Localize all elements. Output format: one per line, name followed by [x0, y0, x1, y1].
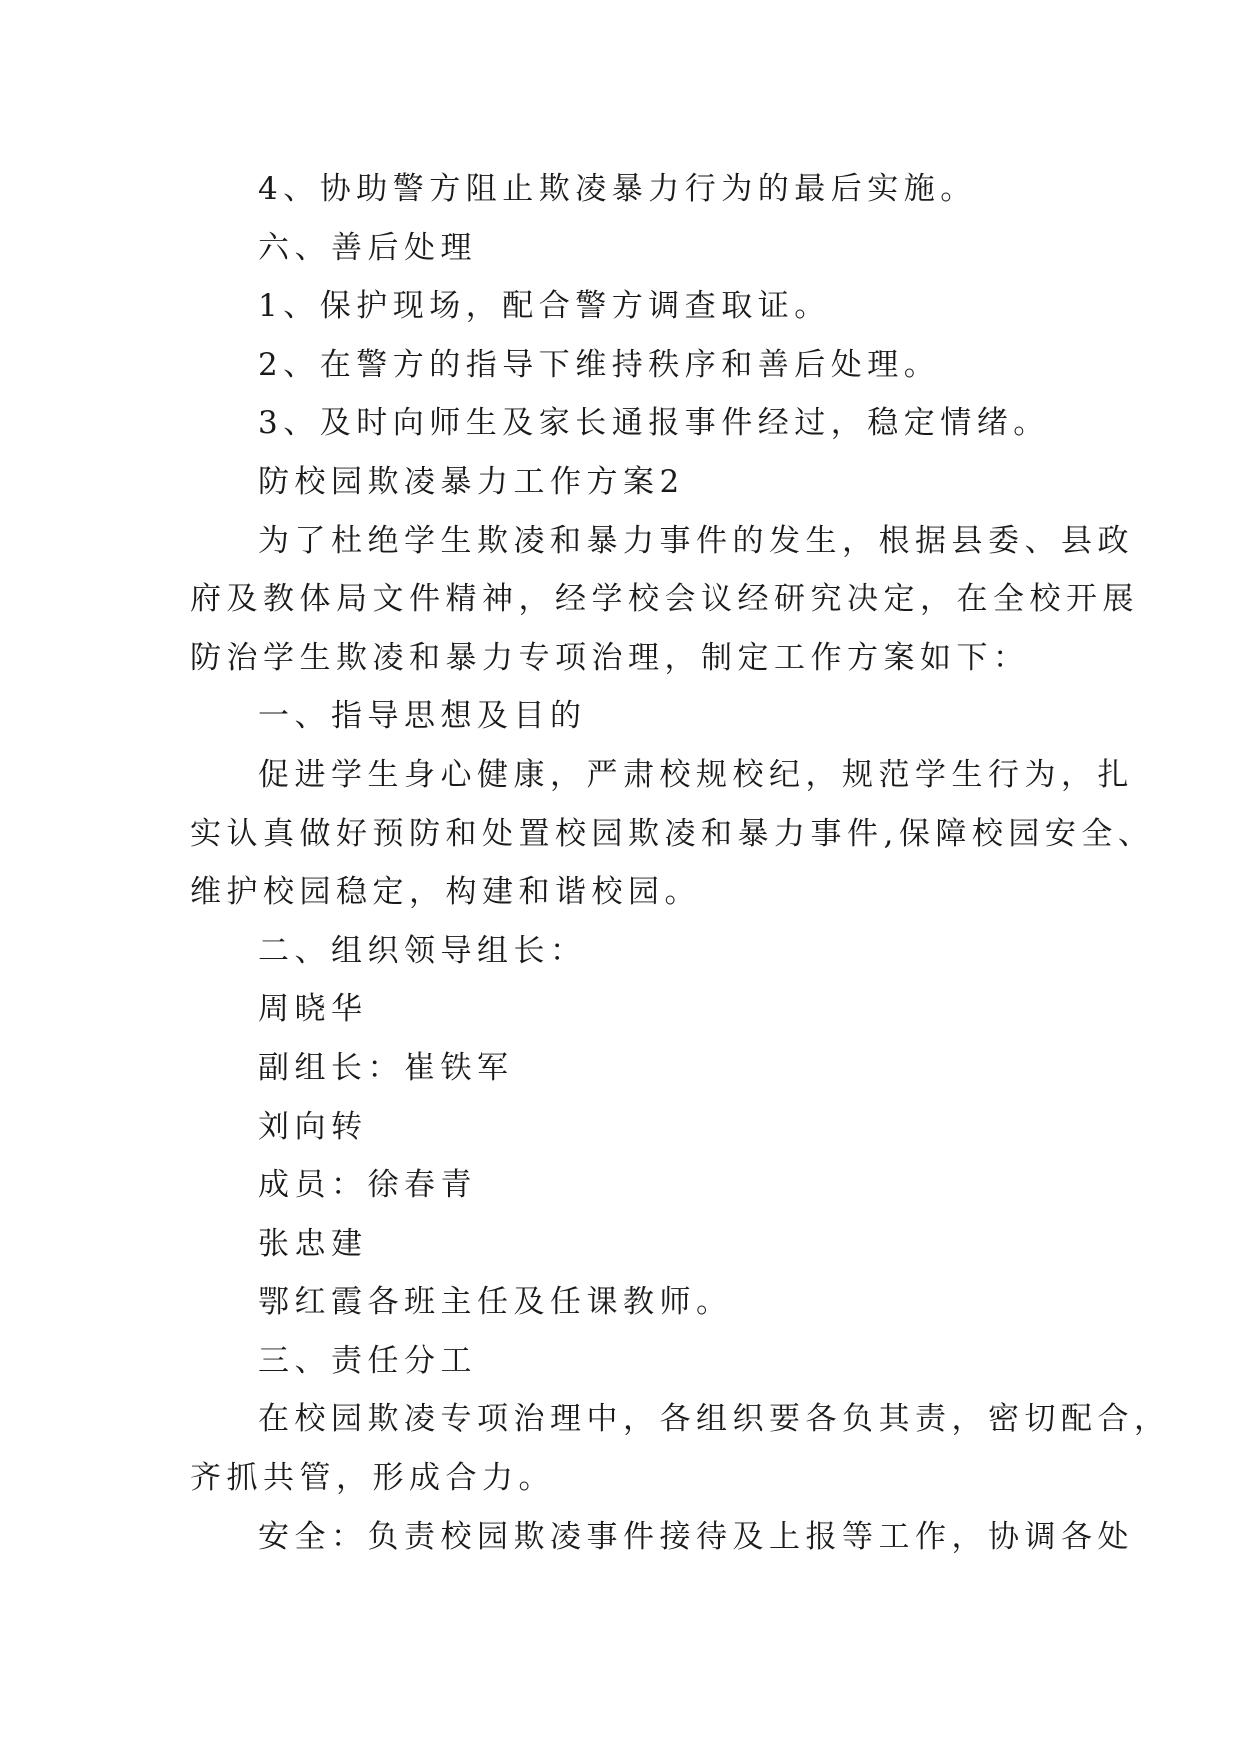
paragraph-line: 齐抓共管，形成合力。 [190, 1460, 555, 1497]
section-heading: 一、指导思想及目的 [258, 698, 587, 735]
paragraph-line: 4、协助警方阻止欺凌暴力行为的最后实施。 [258, 171, 977, 207]
paragraph-line: 维护校园稳定，构建和谐校园。 [190, 874, 701, 911]
paragraph-line: 1、保护现场，配合警方调查取证。 [258, 288, 831, 325]
member-name: 副组长：崔铁军 [258, 1049, 514, 1086]
paragraph-line: 3、及时向师生及家长通报事件经过，稳定情绪。 [258, 405, 1050, 442]
paragraph-line: 2、在警方的指导下维持秩序和善后处理。 [258, 346, 941, 383]
paragraph-line: 防治学生欺凌和暴力专项治理，制定工作方案如下： [190, 639, 1030, 676]
member-name: 成员：徐春青 [258, 1167, 477, 1204]
paragraph-line: 在校园欺凌专项治理中，各组织要各负其责，密切配合， [258, 1401, 1171, 1438]
member-name: 周晓华 [258, 991, 368, 1028]
member-name: 张忠建 [258, 1225, 368, 1262]
paragraph-line: 府及教体局文件精神，经学校会议经研究决定，在全校开展 [190, 581, 1139, 618]
section-heading: 三、责任分工 [258, 1342, 477, 1379]
paragraph-line: 为了杜绝学生欺凌和暴力事件的发生，根据县委、县政 [258, 522, 1134, 559]
member-name: 刘向转 [258, 1108, 368, 1145]
document-body [190, 160, 1171, 1566]
member-name: 鄂红霞各班主任及任课教师。 [258, 1284, 733, 1321]
section-heading: 六、善后处理 [258, 229, 477, 266]
section-heading: 二、组织领导组长： [258, 932, 587, 969]
paragraph-line: 促进学生身心健康，严肃校规校纪，规范学生行为，扎 [258, 756, 1134, 793]
document-title: 防校园欺凌暴力工作方案2 [258, 463, 685, 500]
paragraph-line: 安全：负责校园欺凌事件接待及上报等工作，协调各处 [258, 1518, 1134, 1555]
paragraph-line: 实认真做好预防和处置校园欺凌和暴力事件,保障校园安全、 [190, 815, 1155, 852]
